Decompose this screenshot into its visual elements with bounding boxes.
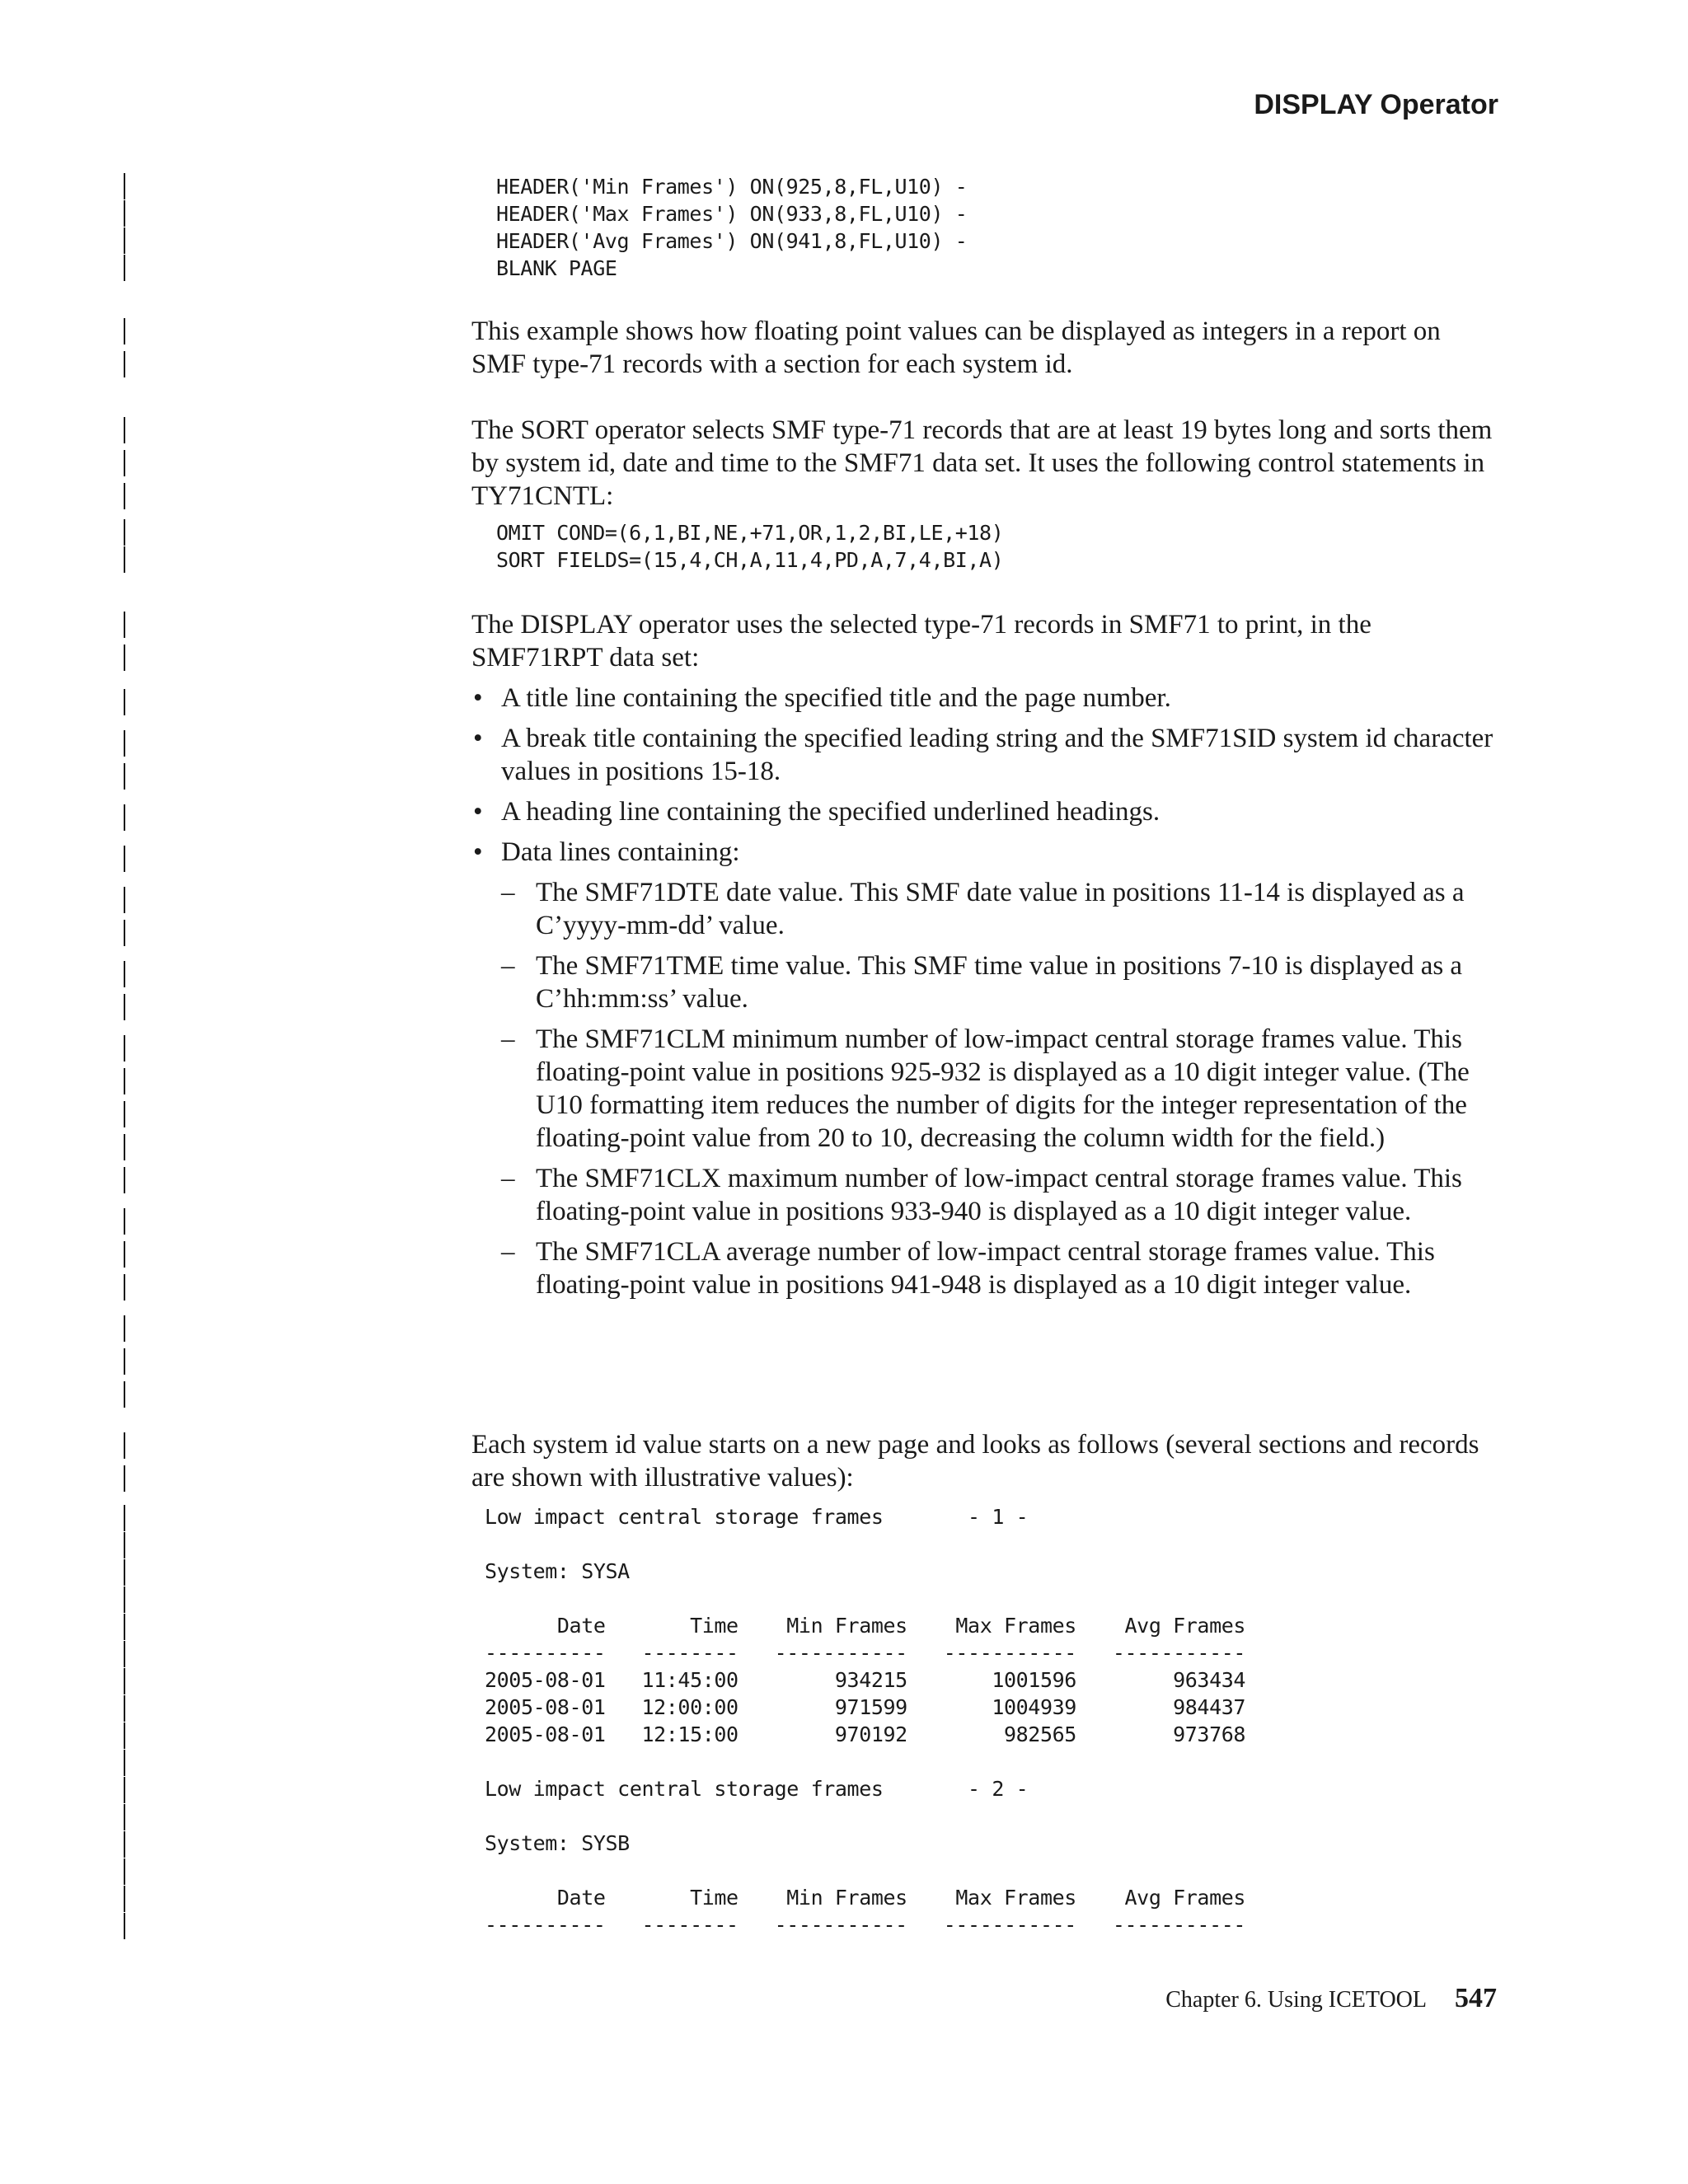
report-line: ---------- -------- ----------- ----------- ----------- [485, 1641, 1246, 1665]
revision-bar [124, 1208, 125, 1235]
paragraph: This example shows how floating point values can be displayed as integers in a report on SMF type-71 records with a section for each system id. [471, 316, 1441, 379]
revision-bar [124, 1532, 125, 1558]
dash-item: – The SMF71TME time value. This SMF time value in positions 7-10 is displayed as a C’hh:mm:ss’ value. [501, 949, 1502, 1015]
report-line [485, 1585, 1515, 1612]
revision-bar [124, 1614, 125, 1640]
revision-bar [124, 1068, 125, 1094]
revision-bar [124, 730, 125, 757]
revision-bar [124, 1913, 125, 1939]
chapter-title: Chapter 6. Using ICETOOL [1165, 1987, 1427, 2013]
revision-bar [124, 1695, 125, 1722]
dash-item: – The SMF71CLM minimum number of low-impact central storage frames value. This floating-point value in positions 925-932 is displayed as a 10 digit integer value. (The U10 formatting item reduces the number of digits for the integer representation of the floating-point value from 20 to 10, decreasing the column width for the field.) [501, 1023, 1502, 1155]
revision-bar [124, 1641, 125, 1667]
revision-bar [124, 804, 125, 831]
code-line: HEADER('Max Frames') ON(933,8,FL,U10) - [496, 202, 968, 226]
report-line: Low impact central storage frames - 2 - [485, 1777, 1029, 1801]
list-item: • A break title containing the specified leading string and the SMF71SID system id character values in positions 15-18. [471, 722, 1502, 788]
bullet-list [471, 682, 1502, 1301]
code-line: SORT FIELDS=(15,4,CH,A,11,4,PD,A,7,4,BI,A) [496, 548, 1004, 572]
revision-bar [124, 1274, 125, 1301]
revision-bar [124, 1381, 125, 1408]
revision-bar [124, 351, 125, 377]
revision-bar [124, 450, 125, 476]
revision-bar [124, 417, 125, 443]
revision-bar [124, 1559, 125, 1586]
revision-bar [124, 1465, 125, 1492]
revision-bar [124, 1035, 125, 1062]
revision-bar [124, 887, 125, 913]
revision-bar [124, 255, 125, 281]
report-line: Low impact central storage frames - 1 - [485, 1505, 1029, 1529]
revision-bar [124, 1858, 125, 1885]
report-line [485, 1857, 1515, 1884]
report-line: 2005-08-01 12:00:00 971599 1004939 984437 [485, 1695, 1246, 1719]
code-line: OMIT COND=(6,1,BI,NE,+71,OR,1,2,BI,LE,+18) [496, 521, 1004, 545]
revision-bar [124, 846, 125, 872]
report-line: 2005-08-01 12:15:00 970192 982565 973768 [485, 1722, 1246, 1746]
code-line: HEADER('Min Frames') ON(925,8,FL,U10) - [496, 175, 968, 199]
paragraph: The SORT operator selects SMF type-71 records that are at least 19 bytes long and sorts them by system id, date and time to the SMF71 data set. It uses the following control statements in TY71CNTL: [471, 415, 1493, 511]
revision-bar [124, 1777, 125, 1803]
revision-bar [124, 1167, 125, 1193]
page-number: 547 [1455, 1983, 1497, 2013]
revision-bar [124, 1831, 125, 1858]
revision-bar [124, 1750, 125, 1776]
report-line [485, 1802, 1515, 1830]
revision-bar [124, 200, 125, 227]
paragraph: Each system id value starts on a new page and looks as follows (several sections and records are shown with illustrative values): [471, 1430, 1479, 1493]
display-section [471, 608, 1502, 1309]
report-line [485, 1530, 1515, 1558]
dash-item: – The SMF71DTE date value. This SMF date value in positions 11-14 is displayed as a C’yyyy-mm-dd’ value. [501, 876, 1502, 942]
list-item: • A title line containing the specified title and the page number. [471, 682, 1502, 715]
revision-bar [124, 173, 125, 199]
revision-bar [124, 483, 125, 509]
report-line: System: SYSA [485, 1559, 630, 1583]
revision-bar [124, 1315, 125, 1342]
report-line: Date Time Min Frames Max Frames Avg Frames [485, 1886, 1246, 1910]
revision-bar [124, 763, 125, 790]
revision-bar [124, 644, 125, 671]
list-item: • Data lines containing: – The SMF71DTE date value. This SMF date value in positions 11-14 is displayed as a C’yyyy-mm-dd’ value. – The SMF71TME time value. This SMF time value in positions 7-10 is displayed as a C’hh:mm:ss’ value. – The SMF71CLM minimum number of low-impact central storage frames value. This floating-point value in positions 925-932 is displayed as a 10 digit integer value. (The U10 formatting item reduces the number of digits for the integer representation of the floating-point value from 20 to 10, decreasing the column width for the field.) – The SMF71CLX maximum number of low-impact central storage frames value. This floating-point value in positions 933-940 is displayed as a 10 digit integer value. – The SMF71CLA average number of low-impact central storage frames value. This floating-point value in positions 941-948 is displayed as a 10 digit integer value. [471, 836, 1502, 1301]
report-line: Date Time Min Frames Max Frames Avg Frames [485, 1614, 1246, 1638]
code-line: HEADER('Avg Frames') ON(941,8,FL,U10) - [496, 229, 968, 253]
report-line: ---------- -------- ----------- ----------- ----------- [485, 1913, 1246, 1937]
code-block-sort-statements [496, 519, 1526, 574]
revision-bar [124, 1348, 125, 1375]
revision-bar [124, 1134, 125, 1160]
dash-item: – The SMF71CLX maximum number of low-impact central storage frames value. This floating-point value in positions 933-940 is displayed as a 10 digit integer value. [501, 1162, 1502, 1228]
page-footer [1165, 1983, 1497, 2014]
revision-bar [124, 1886, 125, 1912]
revision-bar [124, 318, 125, 344]
revision-bar [124, 994, 125, 1020]
revision-bar [124, 227, 125, 254]
report-intro-paragraph [471, 1428, 1502, 1494]
revision-bar [124, 689, 125, 715]
revision-bar [124, 519, 125, 546]
revision-bar [124, 1432, 125, 1459]
revision-bar [124, 1668, 125, 1694]
revision-bar [124, 1804, 125, 1830]
list-item: • A heading line containing the specified underlined headings. [471, 795, 1502, 828]
report-line [485, 1748, 1515, 1775]
revision-bar [124, 1101, 125, 1127]
revision-bar [124, 1241, 125, 1268]
code-block-header-statements [496, 173, 1526, 282]
report-example [485, 1503, 1515, 1938]
revision-bar [124, 1505, 125, 1531]
code-line: BLANK PAGE [496, 256, 617, 280]
sort-paragraph [471, 414, 1502, 513]
revision-bar [124, 1722, 125, 1749]
revision-bar [124, 961, 125, 987]
revision-bar [124, 546, 125, 573]
revision-bar [124, 1586, 125, 1613]
dash-item: – The SMF71CLA average number of low-impact central storage frames value. This floating-point value in positions 941-948 is displayed as a 10 digit integer value. [501, 1235, 1502, 1301]
revision-bars [0, 0, 165, 2184]
running-head: DISPLAY Operator [1254, 89, 1498, 120]
report-line: System: SYSB [485, 1831, 630, 1855]
report-line: 2005-08-01 11:45:00 934215 1001596 963434 [485, 1668, 1246, 1692]
paragraph: The DISPLAY operator uses the selected type-71 records in SMF71 to print, in the SMF71RPT data set: [471, 610, 1372, 673]
revision-bar [124, 612, 125, 638]
intro-paragraph [471, 315, 1502, 381]
dash-list [501, 876, 1502, 1301]
revision-bar [124, 920, 125, 946]
